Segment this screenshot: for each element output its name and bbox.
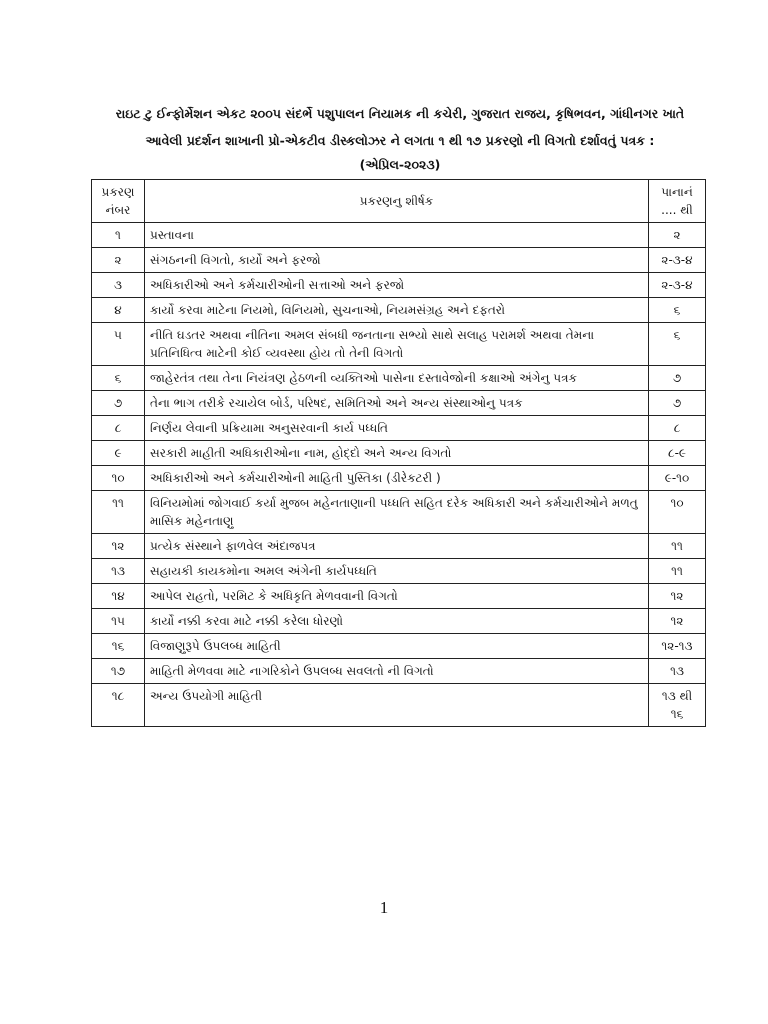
chapter-title-cell: તેના ભાગ તરીકે રચાયેલ બોર્ડ, પરિષદ, સમિતિઓ અને અન્ય સંસ્થાઓનુ પત્રક [145, 391, 649, 416]
header-page-number-line-1: પાનાનં [661, 185, 693, 199]
header-chapter-number-line-2: નંબર [105, 203, 131, 217]
chapters-table [91, 179, 706, 727]
header-chapter-number-line-1: પ્રકરણ [101, 185, 135, 199]
table-row [92, 248, 706, 273]
table-row [92, 441, 706, 466]
page-number-cell: ૧૧ [649, 559, 706, 584]
header-page-number-line-2: .... થી [661, 203, 693, 217]
chapter-number-cell: ૭ [92, 391, 145, 416]
chapter-title-cell: વિજાણુરૂપે ઉપલબ્ધ માહિતી [145, 634, 649, 659]
page-number-cell: ૧૩ થી ૧૬ [649, 684, 706, 727]
page-number-cell: ૧૩ [649, 659, 706, 684]
chapter-title-cell: કાર્યો કરવા માટેના નિયમો, વિનિયમો, સુચનાઓ, નિયમસંગ્રહ અને દફતરો [145, 298, 649, 323]
page-number-cell: ૧૨ [649, 609, 706, 634]
page-number-cell: ૬ [649, 323, 706, 366]
document-heading-line-1: રાઇટ ટુ ઈન્ફોર્મેશન એકટ ૨૦૦૫ સંદર્ભે પશુપાલન નિયામક ની કચેરી, ગુજરાત રાજય, કૃષિભવન, ગાંધીનગર ખાતે [115, 106, 685, 121]
table-row [92, 584, 706, 609]
chapter-title-cell: સહાયકી કાયકમોના અમલ અંગેની કાર્યપધ્ધતિ [145, 559, 649, 584]
table-row [92, 416, 706, 441]
chapter-number-cell: ૧૫ [92, 609, 145, 634]
chapter-title-cell: માહિતી મેળવવા માટે નાગરિકોને ઉપલબ્ધ સવલતો ની વિગતો [145, 659, 649, 684]
page-number-cell: ૧૨-૧૩ [649, 634, 706, 659]
table-row [92, 534, 706, 559]
chapter-number-cell: ૧૬ [92, 634, 145, 659]
chapter-number-cell: ૧ [92, 223, 145, 248]
table-row [92, 223, 706, 248]
table-row [92, 634, 706, 659]
page-number-cell: ૨-૩-૪ [649, 273, 706, 298]
page-number-cell: ૮-૯ [649, 441, 706, 466]
table-row [92, 684, 706, 727]
table-row [92, 559, 706, 584]
chapter-number-cell: ૨ [92, 248, 145, 273]
table-row [92, 273, 706, 298]
page-number-cell: ૮ [649, 416, 706, 441]
chapter-title-cell: વિનિયમોમાં જોગવાઈ કર્યા મુજબ મહેનતાણાની પધ્ધતિ સહિત દરેક અધિકારી અને કર્મચારીઓને મળતુ માસિક મહેનતાણુ [145, 491, 649, 534]
page-number-cell: ૧૦ [649, 491, 706, 534]
chapter-title-cell: પ્રત્યેક સંસ્થાને ફાળવેલ અંદાજપત્ર [145, 534, 649, 559]
chapter-title-cell: જાહેરતંત્ર તથા તેના નિયંત્રણ હેઠળની વ્યક્તિઓ પાસેના દસ્તાવેજોની કક્ષાઓ અંગેનુ પત્રક [145, 366, 649, 391]
table-row [92, 491, 706, 534]
header-page-number [649, 180, 706, 223]
chapter-number-cell: ૩ [92, 273, 145, 298]
chapter-title-cell: કાર્યો નક્કી કરવા માટે નક્કી કરેલા ધોરણો [145, 609, 649, 634]
chapter-number-cell: ૧૭ [92, 659, 145, 684]
chapter-number-cell: ૪ [92, 298, 145, 323]
page-number-cell: ૭ [649, 391, 706, 416]
document-heading-line-2: આવેલી પ્રદર્શન શાખાની પ્રો-એકટીવ ડીસ્કલોઝર ને લગતા ૧ થી ૧૭ પ્રકરણો ની વિગતો દર્શાવતું પત્રક : [145, 133, 655, 148]
chapter-title-cell: અધિકારીઓ અને કર્મચારીઓની સત્તાઓ અને ફરજો [145, 273, 649, 298]
chapter-number-cell: ૧૪ [92, 584, 145, 609]
chapter-title-cell: નીતિ ઘડતર અથવા નીતિના અમલ સંબધી જનતાના સભ્યો સાથે સલાહ પરામર્શ અથવા તેમના પ્રતિનિધિત્વ માટેની કોઈ વ્યવસ્થા હોય તો તેની વિગતો [145, 323, 649, 366]
chapter-number-cell: ૧૨ [92, 534, 145, 559]
table-row [92, 659, 706, 684]
chapter-number-cell: ૮ [92, 416, 145, 441]
page-number-cell: ૧૨ [649, 584, 706, 609]
chapter-title-cell: આપેલ રાહતો, પરમિટ કે અધિકૃતિ મેળવવાની વિગતો [145, 584, 649, 609]
table-row [92, 298, 706, 323]
chapter-number-cell: ૫ [92, 323, 145, 366]
page-number-cell: ૨-૩-૪ [649, 248, 706, 273]
page-number: 1 [379, 898, 389, 917]
chapter-number-cell: ૧૩ [92, 559, 145, 584]
chapter-title-cell: નિર્ણય લેવાની પ્રક્રિયામા અનુસરવાની કાર્ય પધ્ધતિ [145, 416, 649, 441]
chapter-title-cell: સંગઠનની વિગતો, કાર્યો અને ફરજો [145, 248, 649, 273]
chapter-title-cell: અન્ય ઉપયોગી માહિતી [145, 684, 649, 727]
header-chapter-number [92, 180, 145, 223]
page-number-cell: ૨ [649, 223, 706, 248]
header-chapter-title: પ્રકરણનુ શીર્ષક [145, 180, 649, 223]
document-date: (એપ્રિલ-૨૦૨૩) [359, 157, 441, 172]
table-row [92, 391, 706, 416]
table-row [92, 366, 706, 391]
chapter-title-cell: સરકારી માહીતી અધિકારીઓના નામ, હોદ્દો અને અન્ય વિગતો [145, 441, 649, 466]
table-row [92, 466, 706, 491]
chapter-number-cell: ૯ [92, 441, 145, 466]
chapter-number-cell: ૬ [92, 366, 145, 391]
table-header-row [92, 180, 706, 223]
chapter-number-cell: ૧૮ [92, 684, 145, 727]
table-row [92, 323, 706, 366]
chapter-number-cell: ૧૦ [92, 466, 145, 491]
chapter-number-cell: ૧૧ [92, 491, 145, 534]
page-number-cell: ૬ [649, 298, 706, 323]
table-row [92, 609, 706, 634]
page-number-cell: ૭ [649, 366, 706, 391]
page-number-cell: ૧૧ [649, 534, 706, 559]
chapter-title-cell: અધિકારીઓ અને કર્મચારીઓની માહિતી પુસ્તિકા (ડીરેકટરી ) [145, 466, 649, 491]
chapter-title-cell: પ્રસ્તાવના [145, 223, 649, 248]
page-number-cell: ૯-૧૦ [649, 466, 706, 491]
